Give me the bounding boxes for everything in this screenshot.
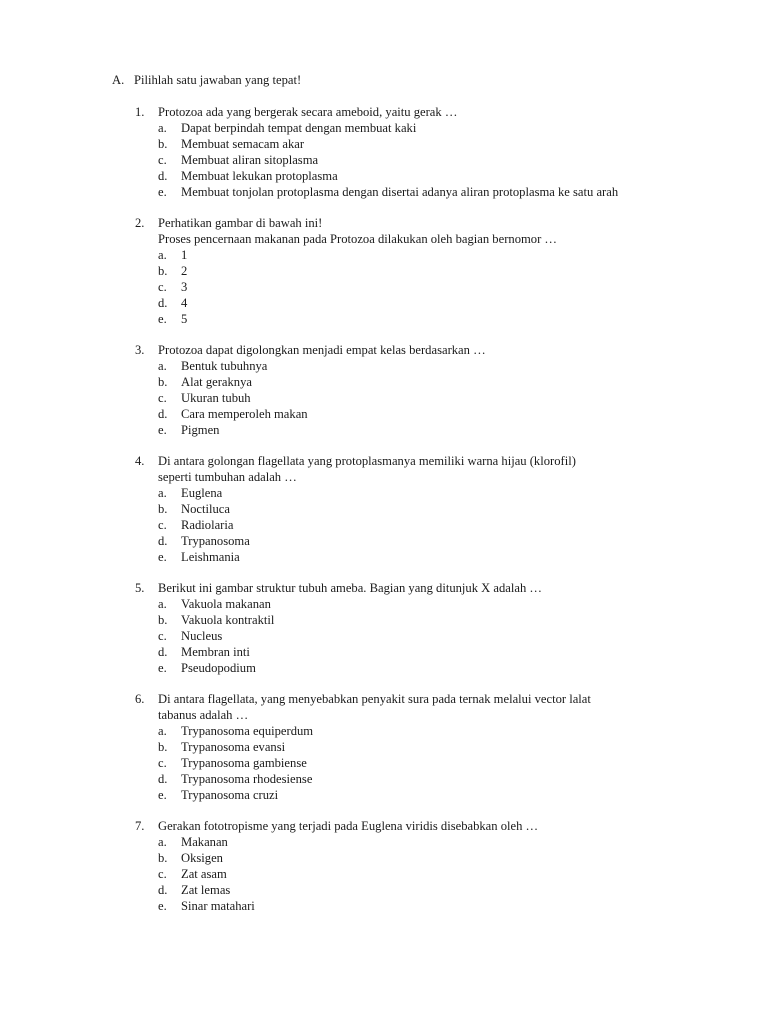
option-letter: d. [158,169,168,183]
question-line: Berikut ini gambar struktur tubuh ameba. Bagian yang ditunjuk X adalah … [158,581,543,595]
option-letter: e. [158,550,167,564]
option-a [158,834,695,850]
option-text: 1 [181,248,188,262]
option-letter: a. [158,248,167,262]
question-6 [135,691,695,803]
option-b [158,739,695,755]
option-e [158,787,695,803]
option-letter: c. [158,391,167,405]
question-number: 4. [135,454,145,468]
option-e [158,422,695,438]
option-c [158,628,695,644]
question-2 [135,215,695,327]
option-letter: e. [158,312,167,326]
section-heading [112,72,301,88]
option-text: Vakuola kontraktil [181,613,275,627]
question-line: Proses pencernaan makanan pada Protozoa dilakukan oleh bagian bernomor … [158,232,558,246]
option-text: Membuat aliran sitoplasma [181,153,319,167]
question-line: Di antara flagellata, yang menyebabkan penyakit sura pada ternak melalui vector lalat [158,692,591,706]
question-line: Gerakan fototropisme yang terjadi pada Euglena viridis disebabkan oleh … [158,819,539,833]
option-c [158,866,695,882]
question-line: Di antara golongan flagellata yang protoplasmanya memiliki warna hijau (klorofil) [158,454,576,468]
option-text: Pigmen [181,423,220,437]
question-text [158,818,695,834]
option-letter: b. [158,137,168,151]
option-letter: d. [158,534,168,548]
option-text: Radiolaria [181,518,234,532]
option-text: Oksigen [181,851,223,865]
option-text: Membran inti [181,645,250,659]
option-text: 3 [181,280,188,294]
option-text: Trypanosoma [181,534,250,548]
option-letter: a. [158,835,167,849]
question-text [158,104,695,120]
option-letter: c. [158,756,167,770]
option-a [158,120,695,136]
option-letter: c. [158,629,167,643]
option-d [158,533,695,549]
option-letter: b. [158,613,168,627]
question-number: 5. [135,581,145,595]
option-text: Trypanosoma evansi [181,740,286,754]
question-number: 2. [135,216,145,230]
option-letter: e. [158,661,167,675]
option-list [158,485,695,565]
question-text [158,691,695,723]
option-letter: d. [158,883,168,897]
question-line: tabanus adalah … [158,708,249,722]
option-text: Membuat lekukan protoplasma [181,169,338,183]
option-d [158,168,695,184]
option-letter: e. [158,899,167,913]
option-text: Cara memperoleh makan [181,407,308,421]
option-b [158,374,695,390]
option-text: Ukuran tubuh [181,391,251,405]
question-text [158,580,695,596]
option-letter: e. [158,423,167,437]
option-text: Bentuk tubuhnya [181,359,268,373]
question-line: Protozoa dapat digolongkan menjadi empat kelas berdasarkan … [158,343,486,357]
option-text: Membuat semacam akar [181,137,305,151]
option-c [158,279,695,295]
option-letter: d. [158,296,168,310]
question-1 [135,104,695,200]
option-text: 4 [181,296,188,310]
question-text [158,453,695,485]
option-text: Trypanosoma rhodesiense [181,772,313,786]
question-line: Perhatikan gambar di bawah ini! [158,216,323,230]
option-d [158,406,695,422]
option-d [158,644,695,660]
section-title: Pilihlah satu jawaban yang tepat! [134,73,302,87]
question-text [158,215,695,247]
option-c [158,755,695,771]
option-c [158,517,695,533]
option-list [158,723,695,803]
option-letter: b. [158,502,168,516]
question-number: 6. [135,692,145,706]
option-e [158,311,695,327]
option-letter: b. [158,740,168,754]
option-text: 5 [181,312,188,326]
option-letter: c. [158,280,167,294]
option-b [158,136,695,152]
option-letter: a. [158,724,167,738]
option-text: Membuat tonjolan protoplasma dengan disertai adanya aliran protoplasma ke satu arah [181,185,619,199]
option-list [158,834,695,914]
option-e [158,549,695,565]
option-letter: b. [158,851,168,865]
option-text: Nucleus [181,629,223,643]
option-text: Makanan [181,835,228,849]
option-d [158,882,695,898]
section-number: A. [112,73,125,87]
option-a [158,247,695,263]
option-e [158,184,695,200]
question-number: 3. [135,343,145,357]
option-a [158,358,695,374]
option-text: Noctiluca [181,502,230,516]
option-list [158,120,695,200]
question-3 [135,342,695,438]
question-7 [135,818,695,914]
option-e [158,898,695,914]
option-text: Dapat berpindah tempat dengan membuat kaki [181,121,417,135]
option-text: Zat asam [181,867,227,881]
option-text: Vakuola makanan [181,597,271,611]
question-5 [135,580,695,676]
question-list [135,104,695,929]
question-text [158,342,695,358]
option-text: Euglena [181,486,223,500]
option-text: Trypanosoma gambiense [181,756,307,770]
option-text: Pseudopodium [181,661,256,675]
option-text: Trypanosoma cruzi [181,788,279,802]
option-c [158,390,695,406]
option-letter: c. [158,153,167,167]
question-line: seperti tumbuhan adalah … [158,470,297,484]
option-a [158,723,695,739]
option-b [158,850,695,866]
option-b [158,501,695,517]
option-d [158,295,695,311]
option-text: Leishmania [181,550,240,564]
option-letter: a. [158,121,167,135]
question-4 [135,453,695,565]
question-number: 7. [135,819,145,833]
option-letter: d. [158,407,168,421]
option-text: 2 [181,264,188,278]
option-b [158,263,695,279]
option-letter: e. [158,788,167,802]
option-letter: c. [158,867,167,881]
option-letter: e. [158,185,167,199]
question-number: 1. [135,105,145,119]
option-letter: a. [158,486,167,500]
option-e [158,660,695,676]
option-c [158,152,695,168]
option-letter: d. [158,772,168,786]
option-text: Trypanosoma equiperdum [181,724,314,738]
option-letter: a. [158,359,167,373]
option-text: Zat lemas [181,883,231,897]
option-letter: d. [158,645,168,659]
option-d [158,771,695,787]
option-text: Sinar matahari [181,899,255,913]
option-letter: c. [158,518,167,532]
option-a [158,596,695,612]
option-list [158,358,695,438]
option-list [158,247,695,327]
option-text: Alat geraknya [181,375,252,389]
question-line: Protozoa ada yang bergerak secara ameboid, yaitu gerak … [158,105,458,119]
option-letter: b. [158,375,168,389]
option-b [158,612,695,628]
option-letter: b. [158,264,168,278]
option-list [158,596,695,676]
option-letter: a. [158,597,167,611]
option-a [158,485,695,501]
